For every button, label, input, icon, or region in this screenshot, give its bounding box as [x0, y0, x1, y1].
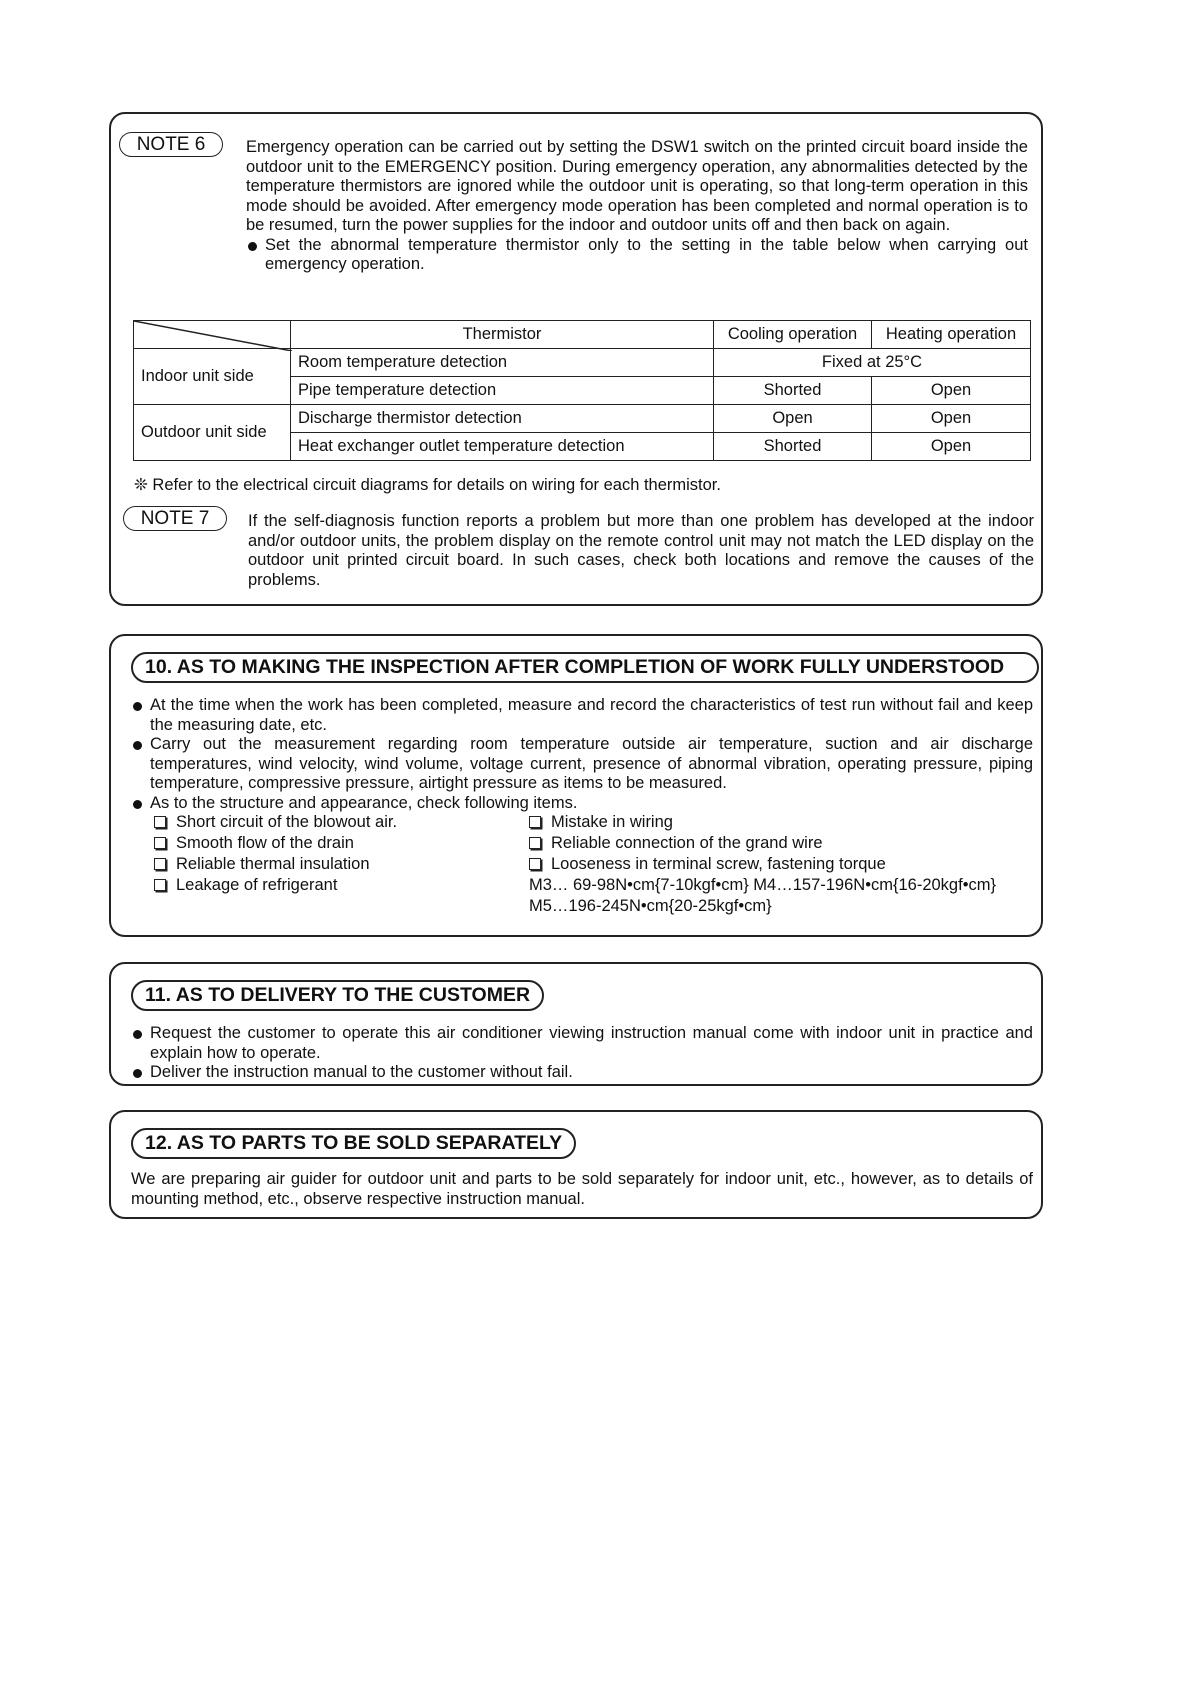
corner-diagonal	[134, 321, 292, 351]
section10-box	[109, 634, 1043, 937]
discharge-cooling: Open	[714, 405, 872, 433]
heat-exchanger-cooling: Shorted	[714, 433, 872, 461]
section10-bullet-2: Carry out the measurement regarding room temperature outside air temperature, suction and air discharge temperatures, wind velocity, wind volume, voltage current, presence of abnormal vibration, operating pressure, piping temperature, compressive pressure, airtight pressure as items to be measured.	[131, 735, 1033, 794]
header-cooling: Cooling operation	[714, 321, 872, 349]
check-item	[154, 813, 397, 833]
check-label: Mistake in wiring	[551, 813, 673, 831]
section11-title: 11. AS TO DELIVERY TO THE CUSTOMER	[131, 980, 544, 1011]
torque-line-1: M3… 69-98N•cm{7-10kgf•cm} M4…157-196N•cm{16-20kgf•cm}	[529, 876, 996, 894]
header-heating: Heating operation	[872, 321, 1031, 349]
section12-box	[109, 1110, 1043, 1219]
checkbox-icon	[154, 858, 166, 870]
checkbox-icon	[529, 858, 541, 870]
pipe-heating: Open	[872, 377, 1031, 405]
section11-bullet-2: Deliver the instruction manual to the customer without fail.	[131, 1063, 1033, 1083]
section10-title: 10. AS TO MAKING THE INSPECTION AFTER COMPLETION OF WORK FULLY UNDERSTOOD	[131, 652, 1039, 683]
section12-paragraph: We are preparing air guider for outdoor unit and parts to be sold separately for indoor unit, etc., however, as to details of mounting method, etc., observe respective instruction manual.	[131, 1170, 1033, 1208]
room-temp-fixed: Fixed at 25°C	[714, 349, 1031, 377]
section10-list	[131, 696, 1033, 915]
checkbox-icon	[529, 837, 541, 849]
check-item	[154, 855, 370, 875]
section10-bullet-3: As to the structure and appearance, check following items.	[131, 794, 1033, 814]
outdoor-side-label: Outdoor unit side	[134, 405, 291, 461]
checkbox-icon	[154, 816, 166, 828]
checkbox-icon	[529, 816, 541, 828]
note6-text	[246, 138, 1028, 275]
row-heat-exchanger: Heat exchanger outlet temperature detection	[291, 433, 714, 461]
check-item	[154, 834, 354, 854]
row-discharge: Discharge thermistor detection	[291, 405, 714, 433]
table-corner-cell	[134, 321, 291, 349]
section12-title: 12. AS TO PARTS TO BE SOLD SEPARATELY	[131, 1128, 576, 1159]
discharge-heating: Open	[872, 405, 1031, 433]
check-item	[529, 813, 673, 833]
checkbox-icon	[154, 879, 166, 891]
check-item	[529, 855, 886, 875]
check-label: Reliable thermal insulation	[176, 855, 370, 873]
torque-line-2: M5…196-245N•cm{20-25kgf•cm}	[529, 897, 772, 915]
check-item	[529, 834, 823, 854]
note7-paragraph: If the self-diagnosis function reports a problem but more than one problem has developed at the indoor and/or outdoor units, the problem display on the remote control unit may not match the LED display on the outdoor unit printed circuit board. In such cases, check both locations and remove the causes of the problems.	[248, 512, 1034, 589]
section11-box	[109, 962, 1043, 1086]
check-label: Leakage of refrigerant	[176, 876, 338, 894]
note6-bullet: Set the abnormal temperature thermistor only to the setting in the table below when carrying out emergency operation.	[246, 236, 1028, 275]
section11-bullet-1: Request the customer to operate this air conditioner viewing instruction manual come with indoor unit in practice and explain how to operate.	[131, 1024, 1033, 1063]
section10-bullet-1: At the time when the work has been completed, measure and record the characteristics of test run without fail and keep the measuring date, etc.	[131, 696, 1033, 735]
check-label: Reliable connection of the grand wire	[551, 834, 823, 852]
check-label: Short circuit of the blowout air.	[176, 813, 398, 831]
check-items	[154, 813, 1033, 915]
note7-label: NOTE 7	[123, 506, 227, 531]
row-pipe-temp: Pipe temperature detection	[291, 377, 714, 405]
notes-box	[109, 112, 1043, 606]
checkbox-icon	[154, 837, 166, 849]
header-thermistor: Thermistor	[291, 321, 714, 349]
check-item	[154, 876, 337, 896]
note6-paragraph: Emergency operation can be carried out by setting the DSW1 switch on the printed circuit board inside the outdoor unit to the EMERGENCY position. During emergency operation, any abnormalities detected by the temperature thermistors are ignored while the outdoor unit is operating, so that long-term operation in this mode should be avoided. After emergency mode operation has been completed and normal operation is to be resumed, turn the power supplies for the indoor and outdoor units off and then back on again.	[246, 138, 1028, 234]
row-room-temp: Room temperature detection	[291, 349, 714, 377]
pipe-cooling: Shorted	[714, 377, 872, 405]
thermistor-table	[133, 320, 1031, 461]
indoor-side-label: Indoor unit side	[134, 349, 291, 405]
heat-exchanger-heating: Open	[872, 433, 1031, 461]
note6-label: NOTE 6	[119, 132, 223, 157]
check-label: Looseness in terminal screw, fastening torque	[551, 855, 886, 873]
section11-list	[131, 1024, 1033, 1083]
table-footnote: ❊ Refer to the electrical circuit diagrams for details on wiring for each thermistor.	[134, 476, 721, 494]
check-label: Smooth flow of the drain	[176, 834, 354, 852]
